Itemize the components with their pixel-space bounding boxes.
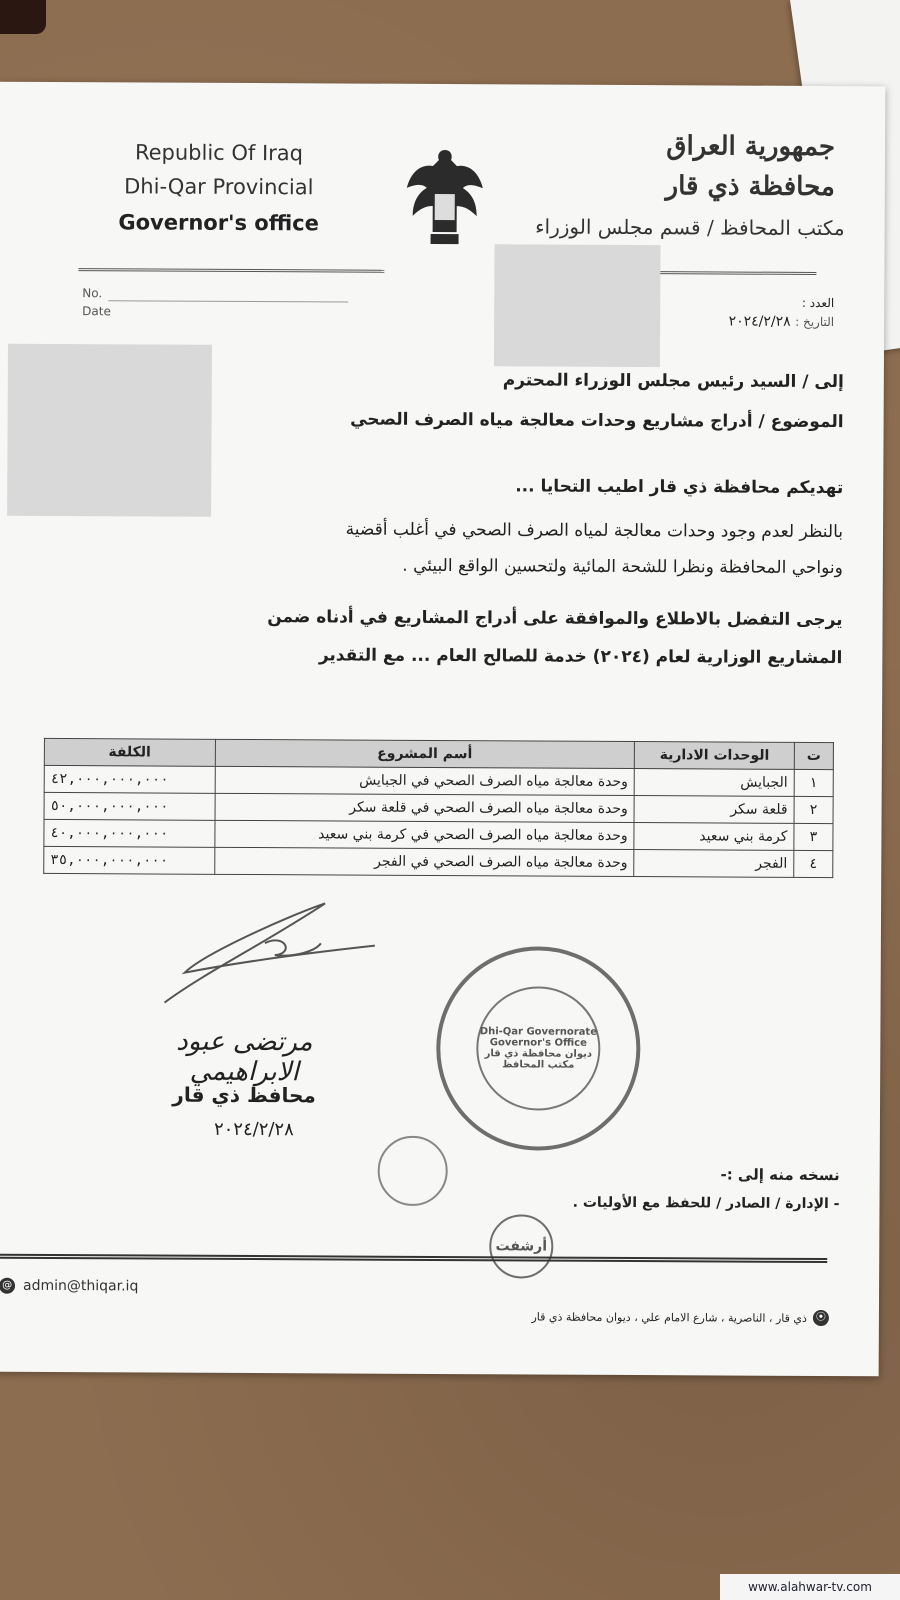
row-cost: ٣٥,٠٠٠,٠٠٠,٠٠٠: [44, 846, 215, 874]
letter-greeting: تهديكم محافظة ذي قار اطيب التحايا ...: [515, 476, 844, 499]
row-unit: قلعة سكر: [634, 796, 794, 824]
archive-stamp: [489, 1214, 553, 1278]
footer-email: admin@thiqar.iq: [23, 1277, 139, 1295]
table-row: [44, 765, 833, 796]
letter-page: [0, 82, 885, 1377]
row-project: وحدة معالجة مياه الصرف الصحي في الفجر: [214, 847, 634, 876]
header-ar-line1: جمهورية العراق: [666, 131, 836, 163]
small-circle-stamp: [378, 1136, 448, 1206]
letter-para1-line2: ونواحي المحافظة ونظرا للشحة المائية ولتحسين الواقع البيئي .: [402, 555, 843, 579]
redaction-block-top: [494, 244, 661, 367]
letter-para2-line2: المشاريع الوزارية لعام (٢٠٢٤) خدمة للصالح العام ... مع التقدير: [318, 645, 843, 669]
copies-item: - الإدارة / الصادر / للحفظ مع الأوليات .: [572, 1194, 840, 1213]
col-header-no: ت: [794, 742, 833, 769]
header-rule-right: [638, 271, 816, 275]
copies-heading: نسخه منه إلى :-: [720, 1165, 840, 1185]
signatory-name: مرتضى عبود الابراهيمي: [176, 1026, 313, 1088]
signature-date: ٢٠٢٤/٢/٢٨: [213, 1118, 294, 1141]
table-row: [44, 792, 833, 823]
archive-stamp-text: أرشفت: [495, 1238, 548, 1255]
table-row: [44, 846, 833, 877]
table-header-row: [44, 738, 833, 769]
no-label: No.: [82, 286, 103, 301]
row-no: ٢: [794, 796, 833, 823]
row-no: ٤: [794, 850, 833, 877]
row-cost: ٤٢,٠٠٠,٠٠٠,٠٠٠: [44, 765, 215, 793]
header-ar-line2: محافظة ذي قار: [665, 171, 835, 203]
row-unit: الجبايش: [634, 769, 794, 797]
row-project: وحدة معالجة مياه الصرف الصحي في قلعة سكر: [215, 793, 635, 822]
col-header-cost: الكلفة: [44, 738, 215, 766]
ar-date-label: التاريخ :: [795, 314, 835, 330]
header-en-line1: Republic Of Iraq: [134, 140, 304, 166]
row-project: وحدة معالجة مياه الصرف الصحي في الجبايش: [215, 766, 635, 795]
ar-date-row: [729, 314, 835, 331]
header-en-line3: Governor's office: [118, 210, 319, 236]
footer-address-row: [531, 1308, 829, 1326]
header-en-line2: Dhi-Qar Provincial: [124, 174, 314, 200]
seal-text-ar: ديوان محافظة ذي قار مكتب المحافظ: [484, 1048, 593, 1071]
col-header-unit: الوحدات الادارية: [635, 742, 795, 770]
row-unit: الفجر: [634, 850, 794, 878]
site-watermark: www.alahwar-tv.com: [720, 1574, 900, 1600]
row-no: ١: [794, 769, 833, 796]
letter-subject: الموضوع / أدراج مشاريع وحدات معالجة مياه الصرف الصحي: [350, 409, 844, 433]
date-label: Date: [82, 304, 111, 319]
ar-no-label: العدد :: [801, 295, 835, 311]
projects-table: [43, 738, 834, 878]
letter-para2-line1: يرجى التفضل بالاطلاع والموافقة على أدراج المشاريع في أدناه ضمن: [267, 607, 843, 631]
letter-to: إلى / السيد رئيس مجلس الوزراء المحترم: [502, 370, 844, 393]
row-no: ٣: [794, 823, 833, 850]
footer-rule: [0, 1254, 827, 1263]
footer-address: ذي قار ، الناصرية ، شارع الامام علي ، ديوان محافظة ذي قار: [531, 1309, 807, 1325]
no-line: [108, 300, 348, 302]
signature-scribble-icon: [145, 882, 406, 1013]
row-project: وحدة معالجة مياه الصرف الصحي في كرمة بني سعيد: [214, 820, 634, 849]
table-row: [44, 819, 833, 850]
row-unit: كرمة بني سعيد: [634, 823, 794, 851]
signatory-title: محافظ ذي قار: [172, 1082, 316, 1108]
header-ar-line3: مكتب المحافظ / قسم مجلس الوزراء: [535, 214, 845, 241]
location-pin-icon: ⦿: [813, 1310, 829, 1326]
row-cost: ٥٠,٠٠٠,٠٠٠,٠٠٠: [44, 792, 215, 820]
seal-inner-ring: [476, 986, 601, 1111]
desk-object: [0, 0, 46, 34]
seal-text-en: Dhi-Qar Governorate Governor's Office: [479, 1026, 598, 1049]
col-header-project: أسم المشروع: [215, 739, 635, 768]
row-cost: ٤٠,٠٠٠,٠٠٠,٠٠٠: [44, 819, 215, 847]
redaction-block-left: [7, 344, 212, 517]
official-seal: [436, 946, 641, 1151]
email-icon: @: [0, 1278, 15, 1294]
footer-email-row: [0, 1278, 138, 1295]
ar-date-value: ٢٠٢٤/٢/٢٨: [728, 313, 791, 330]
eagle-emblem-icon: [402, 144, 487, 254]
letter-para1-line1: بالنظر لعدم وجود وحدات معالجة لمياه الصرف الصحي في أغلب أقضية: [345, 519, 844, 543]
header-rule-left: [78, 268, 384, 273]
